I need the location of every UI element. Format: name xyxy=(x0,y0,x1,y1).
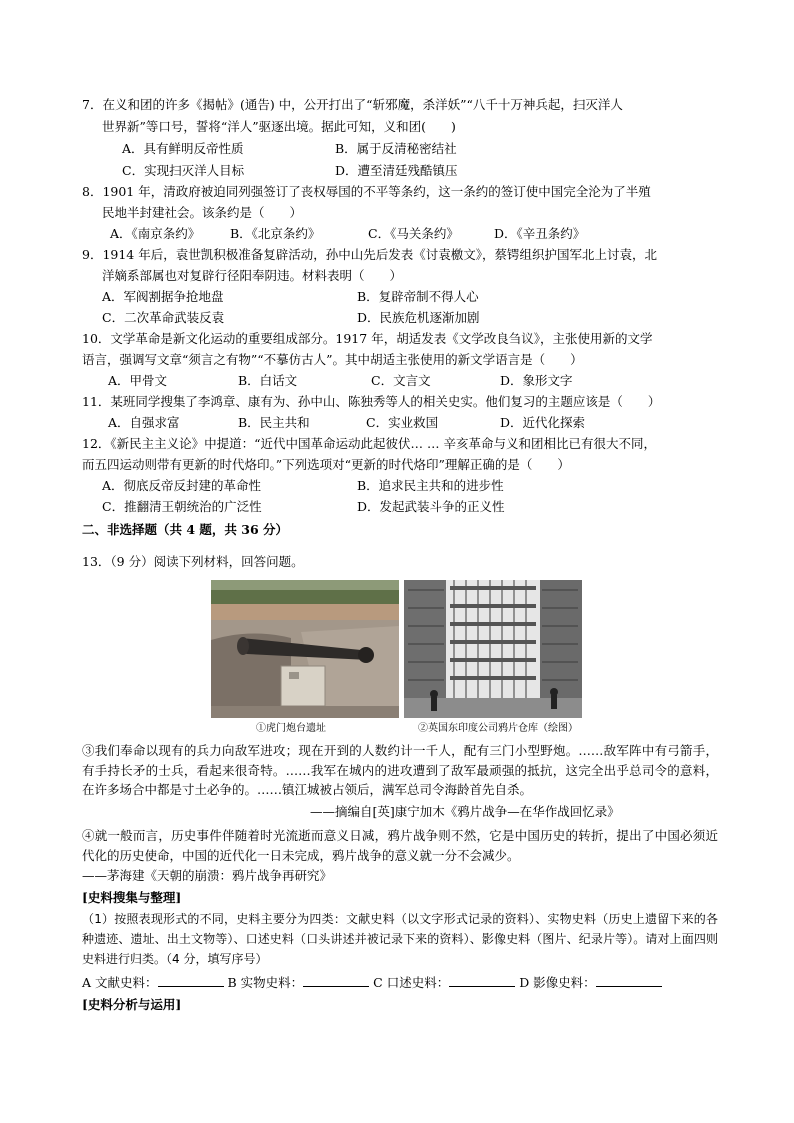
material-4-source: ——茅海建《天朝的崩溃：鸦片战争再研究》 xyxy=(82,868,333,883)
q13-intro: 13．（9 分）阅读下列材料，回答问题。 xyxy=(82,554,304,569)
q9-stem-line1: 9．1914 年后，袁世凯积极准备复辟活动，孙中山先后发表《讨袁檄文》，蔡锷组织护国军北上讨袁，北 xyxy=(82,247,657,262)
opium-warehouse-illustration xyxy=(404,580,582,718)
q7-option-b: B．属于反清秘密结社 xyxy=(335,141,457,156)
q12-option-d: D．发起武装斗争的正义性 xyxy=(357,499,505,514)
material-3: ③我们奉命以现有的兵力向敌军进攻；现在开到的人数约计一千人，配有三门小型野炮。……敌军阵中有弓箭手，有手持长矛的士兵，看起来很奇特。……我军在城内的进攻遭到了敌军最顽强的抵抗，这完全出乎总司令的意料，在许多场合中都是寸土必争的。……镇江城被占领后，满军总司令海龄首先自杀。 xyxy=(82,743,718,797)
q7-stem-line2: 世界新”等口号，誓将“洋人”驱逐出境。据此可知，义和团( ) xyxy=(102,119,456,134)
q11-stem-line1: 11．某班同学搜集了李鸿章、康有为、孙中山、陈独秀等人的相关史实。他们复习的主题应该是（ ） xyxy=(82,394,661,409)
img2-caption: ②英国东印度公司鸦片仓库（绘图） xyxy=(418,723,578,734)
q10-option-c: C．文言文 xyxy=(371,373,431,388)
q7-option-a: A．具有鲜明反帝性质 xyxy=(122,141,244,156)
humen-fort-photo xyxy=(211,580,399,718)
fill-d-blank[interactable] xyxy=(596,974,662,987)
sub-question-1: （1）按照表现形式的不同，史料主要分为四类：文献史料（以文字形式记录的资料）、实物史料（历史上遗留下来的各种遗迹、遗址、出土文物等）、口述史料（口头讲述并被记录下来的资料）、影像史料（图片、纪录片等）。请对上面四则史料进行归类。（4 分，填写序号） xyxy=(82,912,718,966)
q10-option-b: B．白话文 xyxy=(238,373,298,388)
q12-stem-line2: 而五四运动则带有更新的时代烙印。”下列选项对“更新的时代烙印”理解正确的是（ ） xyxy=(82,457,570,472)
q8-option-a: A．《南京条约》 xyxy=(110,226,201,241)
material-3-source: ——摘编自[英]康宁加木《鸦片战争—在华作战回忆录》 xyxy=(310,804,620,819)
q12-option-a: A．彻底反帝反封建的革命性 xyxy=(102,478,262,493)
material-4: ④就一般而言，历史事件伴随着时光流逝而意义日减，鸦片战争则不然，它是中国历史的转折，提出了中国必须近代化的历史使命，中国的近代化一日未完成，鸦片战争的意义就一分不会减少。 xyxy=(82,828,718,863)
q8-option-b: B．《北京条约》 xyxy=(230,226,321,241)
fill-c-blank[interactable] xyxy=(449,974,515,987)
q10-stem-line2: 语言，强调写文章“须言之有物”“不摹仿古人”。其中胡适主张使用的新文学语言是（ ） xyxy=(82,352,583,367)
img1-caption: ①虎门炮台遗址 xyxy=(256,723,326,734)
q12-option-b: B．追求民主共和的进步性 xyxy=(357,478,504,493)
q8-option-c: C．《马关条约》 xyxy=(368,226,459,241)
fill-b-blank[interactable] xyxy=(303,974,369,987)
fill-c-label: C 口述史料： xyxy=(373,975,450,990)
q11-option-a: A．自强求富 xyxy=(108,415,180,430)
q9-option-b: B．复辟帝制不得人心 xyxy=(357,289,479,304)
humen-fort-illustration xyxy=(211,580,399,718)
opium-warehouse-drawing xyxy=(404,580,582,718)
q7-stem-line1: 7．在义和团的许多《揭帖》(通告) 中，公开打出了“斩邪魔，杀洋妖”“八千十万神兵起，扫灭洋人 xyxy=(82,97,623,112)
q9-option-c: C．二次革命武装反袁 xyxy=(102,310,225,325)
q11-option-c: C．实业救国 xyxy=(366,415,439,430)
fill-row xyxy=(82,973,662,993)
q8-stem-line1: 8．1901 年，清政府被迫同列强签订了丧权辱国的不平等条约，这一条约的签订使中国完全沦为了半殖 xyxy=(82,184,651,199)
q9-option-a: A．军阀割据争抢地盘 xyxy=(102,289,224,304)
q10-stem-line1: 10．文学革命是新文化运动的重要组成部分。1917 年，胡适发表《文学改良刍议》，主张使用新的文学 xyxy=(82,331,653,346)
q11-option-d: D．近代化探索 xyxy=(500,415,586,430)
q9-stem-line2: 洋嫡系部属也对复辟行径阳奉阴违。材料表明（ ） xyxy=(102,268,403,283)
q8-option-d: D．《辛丑条约》 xyxy=(494,226,586,241)
q7-option-d: D．遭至清廷残酷镇压 xyxy=(335,163,458,178)
fill-d-label: D 影像史料： xyxy=(519,975,596,990)
heading-collection: [史料搜集与整理] xyxy=(82,890,182,905)
q11-option-b: B．民主共和 xyxy=(238,415,310,430)
q9-option-d: D．民族危机逐渐加剧 xyxy=(357,310,480,325)
heading-analysis: [史料分析与运用] xyxy=(82,997,182,1012)
q10-option-a: A．甲骨文 xyxy=(108,373,168,388)
fill-a-blank[interactable] xyxy=(158,974,224,987)
q12-stem-line1: 12．《新民主主义论》中提道：“近代中国革命运动此起彼伏… … 辛亥革命与义和团相比已有很大不同， xyxy=(82,436,656,451)
fill-b-label: B 实物史料： xyxy=(227,975,304,990)
q10-option-d: D．象形文字 xyxy=(500,373,573,388)
q8-stem-line2: 民地半封建社会。该条约是（ ） xyxy=(102,205,303,220)
section-2-title: 二、非选择题（共 4 题，共 36 分） xyxy=(82,522,289,537)
fill-a-label: A 文献史料： xyxy=(82,975,158,990)
q7-option-c: C．实现扫灭洋人目标 xyxy=(122,163,245,178)
q12-option-c: C．推翻清王朝统治的广泛性 xyxy=(102,499,262,514)
